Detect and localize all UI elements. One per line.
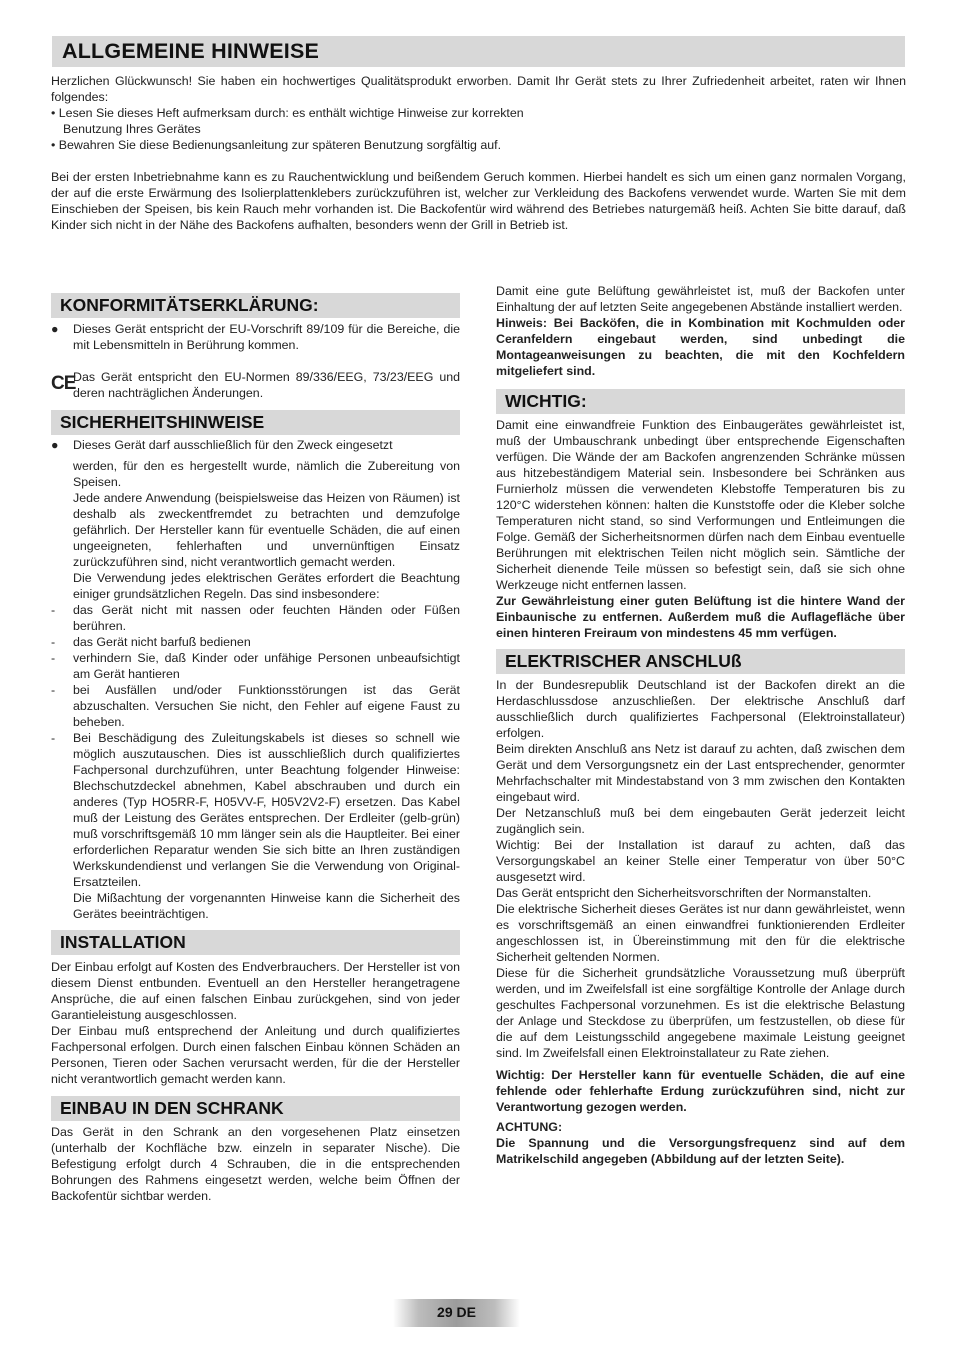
dash-item [51, 602, 460, 634]
title-banner [52, 36, 905, 67]
dash-marker: - [51, 603, 56, 617]
haftung-hinweis: Wichtig: Der Hersteller kann für eventuelle Schäden, die auf eine fehlende oder fehlerhafte Erdung zurückzuführen sind, nicht zur Verantwortung gezogen werden. [496, 1068, 905, 1114]
kochfeld-hinweis: Hinweis: Bei Backöfen, die in Kombination mit Kochmulden oder Ceranfeldern eingebaut werden, sind unbedingt die Montageanweisungen zu beachten, die mit den Kochfeldern mitgeliefert sind. [496, 316, 905, 378]
elektrisch-heading: ELEKTRISCHER ANSCHLUß [505, 651, 742, 671]
elektrisch-text-5: Das Gerät entspricht den Sicherheitsvorschriften der Normanstalten. [496, 886, 872, 900]
intro-bullet-read-cont: Benutzung Ihres Gerätes [63, 122, 201, 136]
sicherheit-first-line: Dieses Gerät darf ausschließlich für den Zweck eingesetzt [73, 438, 393, 452]
left-column [51, 293, 460, 1204]
wichtig-text: Damit eine einwandfreie Funktion des Einbaugerätes gewährleistet ist, muß der Umbauschrank unbedingt über entsprechende Eigenschaften verfügen. Die Wände der am Backofen angrenzenden Schränke müssen aus hitzebeständigem Material sein. Insbesondere bei Schränken aus Furnierholz müssen die verwendeten Klebstoffe Temperaturen bis zu 120°C widerstehen können: halten die Kunststoffe oder die Kleber solche Temperaturen nicht stand, so sind Verformungen und Entleimungen die Folge. Gemäß der Sicherheitsnormen dürfen nach dem Einbau eventuelle Berührungen mit elektrischen Teilen nicht möglich sein. Sämtliche der Sicherheit dienende Teile müssen so befestigt sein, daß sie sich ohne Werkzeuge nicht entfernen lassen. [496, 418, 905, 592]
right-column [496, 283, 905, 1167]
einbau-text: Das Gerät in den Schrank an den vorgesehenen Platz einsetzen (unterhalb der Kochfläche bzw. einzeln in separater Nische). Die Befestigung erfolgt durch 4 Schrauben, die in die entsprechenden Bohrungen des Rahmens eingesetzt werden, welche beim Öffnen der Backofentür sichtbar werden. [51, 1125, 460, 1203]
page-title: ALLGEMEINE HINWEISE [62, 39, 320, 63]
elektrisch-text-3: Der Netzanschluß muß bei dem eingebauten Gerät jederzeit leicht zugänglich sein. [496, 806, 905, 836]
sicherheit-purpose: werden, für den es hergestellt wurde, nämlich die Zubereitung von Speisen. [73, 459, 460, 489]
wichtig-header [496, 389, 905, 414]
dash-text: verhindern Sie, daß Kinder oder unfähige Personen unbeaufsichtigt am Gerät hantieren [73, 651, 460, 681]
dash-marker: - [51, 651, 56, 665]
bullet-icon: ● [51, 322, 59, 336]
intro-smoke-paragraph: Bei der ersten Inbetriebnahme kann es zu Rauchentwicklung und beißendem Geruch kommen. Hierbei handelt es sich um einen ganz normalen Vorgang, der auf die erste Erwärmung des Isolierplattenklebers zurückzuführen ist, welcher zur Verkleidung des Backofens verwendet wurde. Warten Sie mit dem Einschieben der Speisen, bis kein Rauch mehr vorhanden ist. Die Backofentür wird während des Betriebes naturgemäß heiß. Achten Sie bitte darauf, daß Kinder sich nicht in der Nähe des Backofens aufhalten, besonders wenn der Grill in Betrieb ist. [51, 170, 906, 232]
installation-heading: INSTALLATION [60, 932, 186, 952]
elektrisch-text-4: Wichtig: Bei der Installation ist darauf zu achten, daß das Versorgungskabel an keiner Stelle einer Temperatur von über 50°C ausgesetzt wird. [496, 838, 905, 884]
bullet-icon: ● [51, 438, 59, 452]
achtung-label: ACHTUNG: [496, 1120, 563, 1134]
einbau-heading: EINBAU IN DEN SCHRANK [60, 1098, 284, 1118]
sicherheit-header [51, 410, 460, 435]
intro-paragraph: Herzlichen Glückwunsch! Sie haben ein hochwertiges Qualitätsprodukt erworben. Damit Ihr Gerät stets zu Ihrer Zufriedenheit arbeitet, raten wir Ihnen folgendes: [51, 74, 906, 104]
dash-text: das Gerät nicht mit nassen oder feuchten Händen oder Füßen berühren. [73, 603, 460, 633]
spannung-hinweis: Die Spannung und die Versorgungsfrequenz sind auf dem Matrikelschild angegeben (Abbildung auf der letzten Seite). [496, 1136, 905, 1166]
wichtig-heading: WICHTIG: [505, 391, 587, 411]
dash-marker: - [51, 683, 56, 697]
konformitaet-header [51, 293, 460, 318]
elektrisch-text-7: Diese für die Sicherheit grundsätzliche Voraussetzung muß überprüft werden, und im Zweifelsfall ist eine sorgfältige Kontrolle der Anlage durch geschultes Fachpersonal vorzunehmen. Es ist die elektrische Belastung der Anlage und Steckdose zu überprüfen, um festzustellen, ob diese für die auf dem Leistungsschild angegebene maximale Leistung geeignet sind. Im Zweifelsfall einen Elektroinstallateur zu Rate ziehen. [496, 966, 905, 1060]
elektrisch-text-2: Beim direkten Anschluß ans Netz ist darauf zu achten, daß zwischen dem Gerät und dem Versorgungsnetz ein der Last entsprechender, genormter Mehrfachschalter mit Mindestabstand von 3 mm zwischen den Kontakten eingebaut wird. [496, 742, 905, 804]
konformitaet-heading: KONFORMITÄTSERKLÄRUNG: [60, 295, 319, 315]
dash-item [51, 682, 460, 730]
wichtig-belueftung: Zur Gewährleistung einer guten Belüftung ist die hintere Wand der Einbaunische zu entfernen. Außerdem muß die Auflagefläche über einen hinteren Freiraum von mindestens 45 mm verfügen. [496, 594, 905, 640]
konformitaet-item [51, 321, 460, 353]
dash-text: Bei Beschädigung des Zuleitungskabels ist dieses so schnell wie möglich auszutauschen. Dies ist ausschließlich durch qualifiziertes Fachpersonal durchzuführen, unter Beachtung folgender Hinweise: Blechschutzdeckel abnehmen, Kabel abschrauben und durch ein anderes (Typ HO5RR-F, H05VV-F, H05V2V2-F) ersetzen. Das Kabel muß der Leistung des Gerätes entsprechen. Der Erdleiter (gelb-grün) muß vorschriftsgemäß 10 mm länger sein als die Hauptleiter. Bei einer erforderlichen Reparatur wenden Sie sich bitte an Ihren zuständigen Werkskundendienst und verlangen Sie die Verwendung von Original-Ersatzteilen. [73, 731, 460, 889]
page-number-badge [393, 1299, 520, 1327]
dash-marker: - [51, 635, 56, 649]
sicherheit-rules: Die Verwendung jedes elektrischen Gerätes erfordert die Beachtung einiger grundsätzlichen Regeln. Das sind insbesondere: [73, 571, 460, 601]
konformitaet-text: Dieses Gerät entspricht der EU-Vorschrift 89/109 für die Bereiche, die mit Lebensmitteln in Berührung kommen. [73, 322, 460, 352]
elektrisch-text-1: In der Bundesrepublik Deutschland ist der Backofen direkt an die Herdaschlussdose anzuschließen. Der elektrische Anschluß darf ausschließlich durch qualifiziertes Fachpersonal (Elektroinstallateur) erfolgen. [496, 678, 905, 740]
intro-bullet-keep: • Bewahren Sie diese Bedienungsanleitung zur späteren Benutzung sorgfältig auf. [51, 138, 502, 152]
dash-text: bei Ausfällen und/oder Funktionsstörungen ist das Gerät abzuschalten. Versuchen Sie nicht, den Fehler auf eigene Faust zu beheben. [73, 683, 460, 729]
intro-bullet-read: • Lesen Sie dieses Heft aufmerksam durch: es enthält wichtige Hinweise zur korrekten [51, 106, 524, 120]
installation-header [51, 930, 460, 955]
ce-text: Das Gerät entspricht den EU-Normen 89/336/EEG, 73/23/EEG und deren nachträglichen Änderungen. [73, 370, 460, 400]
elektrisch-text-6: Die elektrische Sicherheit dieses Gerätes ist nur dann gewährleistet, wenn es vorschriftsgemäß an einen einwandfrei funktionierenden Erdleiter angeschlossen ist, in Übereinstimmung mit den für die elektrische Sicherheit geltenden Normen. [496, 902, 905, 964]
page-number: 29 DE [437, 1304, 476, 1320]
dash-marker: - [51, 731, 56, 745]
installation-instructions: Der Einbau muß entsprechend der Anleitung und durch qualifiziertes Fachpersonal erfolgen. Durch einen falschen Einbau können Schäden an Personen, Tieren oder Sachen verursacht werden, für die der Hersteller nicht verantwortlich gemacht werden kann. [51, 1024, 460, 1086]
ce-mark-icon: CE [51, 373, 76, 394]
belueftung-text: Damit eine gute Belüftung gewährleistet ist, muß der Backofen unter Einhaltung der auf letzten Seite angegebenen Abstände installiert werden. [496, 284, 905, 314]
sicherheit-item [51, 437, 460, 453]
sicherheit-heading: SICHERHEITSHINWEISE [60, 412, 265, 432]
sicherheit-warning: Die Mißachtung der vorgenannten Hinweise kann die Sicherheit des Gerätes beeinträchtigen. [73, 891, 460, 921]
elektrisch-header [496, 649, 905, 674]
dash-text: das Gerät nicht barfuß bedienen [73, 635, 251, 649]
ce-declaration [51, 369, 460, 401]
intro-section [51, 73, 906, 233]
installation-cost: Der Einbau erfolgt auf Kosten des Endverbrauchers. Der Hersteller ist von diesem Dienst entbunden. Eventuell an den Hersteller herangetragene Ansprüche, die auf einen falschen Einbau zurückgehen, sind von jeder Garantieleistung ausgeschlossen. [51, 960, 460, 1022]
dash-item [51, 730, 460, 890]
dash-item [51, 650, 460, 682]
sicherheit-other-use: Jede andere Anwendung (beispielsweise das Heizen von Räumen) ist deshalb als zweckentfremdet zu betrachten und demzufolge gefährlich. Der Hersteller kann für eventuelle Schäden, die auf einen ungeeigneten, fehlerhaften und unvernünftigen Einsatz zurückzuführen sind, nicht verantwortlich gemacht werden. [73, 491, 460, 569]
einbau-header [51, 1096, 460, 1121]
dash-item [51, 634, 460, 650]
